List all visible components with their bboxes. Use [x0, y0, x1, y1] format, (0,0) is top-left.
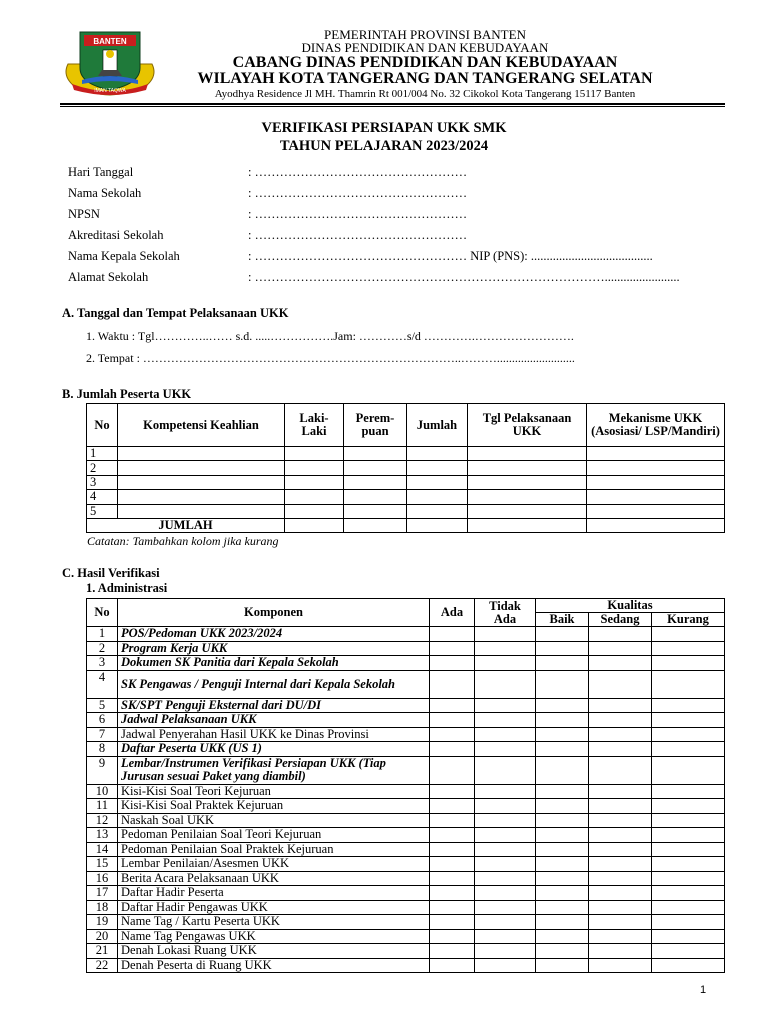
table-row[interactable]	[87, 641, 725, 656]
cell[interactable]	[344, 461, 407, 475]
komponen-cell: Kisi-Kisi Soal Praktek Kejuruan	[118, 799, 430, 814]
check-cell[interactable]	[475, 727, 536, 742]
table-row[interactable]	[87, 504, 725, 518]
header-line-3: CABANG DINAS PENDIDIKAN DAN KEBUDAYAAN	[232, 54, 618, 71]
cell[interactable]	[407, 447, 468, 461]
table-row[interactable]	[87, 842, 725, 857]
header-address: Ayodhya Residence Jl MH. Thamrin Rt 001/004 No. 32 Cikokol Kota Tangerang 15117 Banten	[214, 88, 636, 100]
check-cell[interactable]	[536, 670, 589, 698]
check-cell[interactable]	[589, 828, 652, 843]
check-cell[interactable]	[475, 641, 536, 656]
komponen-cell: POS/Pedoman UKK 2023/2024	[118, 627, 430, 642]
row-number: 2	[87, 461, 118, 475]
check-cell[interactable]	[475, 886, 536, 901]
komponen-cell: Program Kerja UKK	[118, 641, 430, 656]
row-number: 10	[87, 784, 118, 799]
check-cell[interactable]	[430, 670, 475, 698]
table-row[interactable]	[87, 871, 725, 886]
table-row[interactable]	[87, 656, 725, 671]
check-cell[interactable]	[652, 842, 725, 857]
table-row[interactable]	[87, 828, 725, 843]
cell[interactable]	[118, 461, 285, 475]
komponen-cell: Denah Lokasi Ruang UKK	[118, 944, 430, 959]
cell[interactable]	[118, 475, 285, 489]
cell[interactable]	[285, 475, 344, 489]
check-cell[interactable]	[430, 784, 475, 799]
section-a-heading: A. Tanggal dan Tempat Pelaksanaan UKK	[62, 306, 289, 320]
check-cell[interactable]	[536, 799, 589, 814]
check-cell[interactable]	[430, 929, 475, 944]
check-cell[interactable]	[475, 842, 536, 857]
cell[interactable]	[468, 447, 587, 461]
check-cell[interactable]	[475, 627, 536, 642]
cell[interactable]	[468, 475, 587, 489]
check-cell[interactable]	[475, 799, 536, 814]
check-cell[interactable]	[475, 929, 536, 944]
row-number: 7	[87, 727, 118, 742]
table-row[interactable]	[87, 475, 725, 489]
komponen-cell: Dokumen SK Panitia dari Kepala Sekolah	[118, 656, 430, 671]
check-cell[interactable]	[536, 944, 589, 959]
cell[interactable]	[407, 504, 468, 518]
check-cell[interactable]	[475, 958, 536, 973]
row-number: 17	[87, 886, 118, 901]
header-rule-thin	[60, 106, 725, 107]
total-label: JUMLAH	[87, 518, 285, 532]
row-number: 2	[87, 641, 118, 656]
cell[interactable]	[587, 490, 725, 504]
row-number: 21	[87, 944, 118, 959]
check-cell[interactable]	[589, 900, 652, 915]
check-cell[interactable]	[652, 929, 725, 944]
check-cell[interactable]	[475, 756, 536, 784]
col-tgl: Tgl Pelaksanaan UKK	[468, 404, 587, 447]
table-row[interactable]	[87, 627, 725, 642]
komponen-cell: Naskah Soal UKK	[118, 813, 430, 828]
check-cell[interactable]	[475, 656, 536, 671]
check-cell[interactable]	[536, 727, 589, 742]
row-number: 22	[87, 958, 118, 973]
check-cell[interactable]	[475, 713, 536, 728]
table-row[interactable]	[87, 784, 725, 799]
table-row[interactable]	[87, 799, 725, 814]
cell[interactable]	[344, 475, 407, 489]
col-perempuan: Perem-puan	[344, 404, 407, 447]
check-cell[interactable]	[652, 698, 725, 713]
check-cell[interactable]	[430, 627, 475, 642]
cell[interactable]	[468, 490, 587, 504]
administrasi-table	[86, 598, 725, 973]
check-cell[interactable]	[475, 900, 536, 915]
logo-text-top: BANTEN	[93, 37, 127, 46]
header-line-4: WILAYAH KOTA TANGERANG DAN TANGERANG SELATAN	[197, 70, 653, 87]
komponen-cell: Jadwal Penyerahan Hasil UKK ke Dinas Provinsi	[118, 727, 430, 742]
header-rule-thick	[60, 103, 725, 105]
check-cell[interactable]	[589, 727, 652, 742]
table-row[interactable]	[87, 958, 725, 973]
komponen-cell: Daftar Hadir Pengawas UKK	[118, 900, 430, 915]
check-cell[interactable]	[589, 886, 652, 901]
cell[interactable]	[285, 461, 344, 475]
check-cell[interactable]	[652, 915, 725, 930]
check-cell[interactable]	[589, 915, 652, 930]
cell[interactable]	[587, 447, 725, 461]
col-no: No	[87, 599, 118, 627]
cell[interactable]	[285, 447, 344, 461]
check-cell[interactable]	[536, 915, 589, 930]
check-cell[interactable]	[652, 857, 725, 872]
row-number: 20	[87, 929, 118, 944]
check-cell[interactable]	[652, 944, 725, 959]
komponen-cell: Pedoman Penilaian Soal Praktek Kejuruan	[118, 842, 430, 857]
check-cell[interactable]	[430, 842, 475, 857]
document-title: VERIFIKASI PERSIAPAN UKK SMK	[261, 120, 507, 136]
table-note: Catatan: Tambahkan kolom jika kurang	[87, 534, 279, 548]
row-number: 4	[87, 670, 118, 698]
check-cell[interactable]	[652, 900, 725, 915]
field-label: NPSN	[68, 207, 100, 221]
field-akreditasi[interactable]	[68, 228, 467, 243]
komponen-cell: SK Pengawas / Penguji Internal dari Kepala Sekolah	[118, 670, 430, 698]
table-row[interactable]	[87, 900, 725, 915]
col-baik: Baik	[536, 613, 589, 627]
check-cell[interactable]	[430, 756, 475, 784]
table-row[interactable]	[87, 944, 725, 959]
komponen-cell: Denah Peserta di Ruang UKK	[118, 958, 430, 973]
cell[interactable]	[285, 518, 344, 532]
table-row[interactable]	[87, 857, 725, 872]
cell[interactable]	[118, 490, 285, 504]
table-row[interactable]	[87, 447, 725, 461]
field-label: Nama Kepala Sekolah	[68, 249, 180, 263]
field-value[interactable]: : ……………………………………………	[248, 228, 468, 242]
check-cell[interactable]	[475, 915, 536, 930]
check-cell[interactable]	[589, 670, 652, 698]
check-cell[interactable]	[589, 871, 652, 886]
field-nama-sekolah[interactable]	[68, 186, 467, 201]
check-cell[interactable]	[536, 784, 589, 799]
table-row[interactable]	[87, 756, 725, 784]
check-cell[interactable]	[536, 900, 589, 915]
check-cell[interactable]	[652, 784, 725, 799]
check-cell[interactable]	[430, 915, 475, 930]
field-value[interactable]: : …………………………………………………………………………........................	[248, 270, 680, 284]
col-tidak-ada: Tidak Ada	[475, 599, 536, 627]
row-number: 1	[87, 447, 118, 461]
check-cell[interactable]	[589, 698, 652, 713]
field-alamat-sekolah[interactable]	[68, 270, 680, 285]
check-cell[interactable]	[475, 944, 536, 959]
table-row[interactable]	[87, 727, 725, 742]
col-komponen: Komponen	[118, 599, 430, 627]
check-cell[interactable]	[652, 756, 725, 784]
komponen-cell: Lembar Penilaian/Asesmen UKK	[118, 857, 430, 872]
check-cell[interactable]	[589, 958, 652, 973]
check-cell[interactable]	[475, 813, 536, 828]
check-cell[interactable]	[589, 842, 652, 857]
check-cell[interactable]	[536, 886, 589, 901]
cell[interactable]	[587, 461, 725, 475]
komponen-cell: Daftar Peserta UKK (US 1)	[118, 742, 430, 757]
row-number: 11	[87, 799, 118, 814]
field-hari-tanggal[interactable]	[68, 165, 467, 180]
row-number: 12	[87, 813, 118, 828]
check-cell[interactable]	[652, 627, 725, 642]
check-cell[interactable]	[536, 713, 589, 728]
check-cell[interactable]	[536, 641, 589, 656]
check-cell[interactable]	[536, 742, 589, 757]
check-cell[interactable]	[536, 627, 589, 642]
col-mekanisme: Mekanisme UKK (Asosiasi/ LSP/Mandiri)	[587, 404, 725, 447]
check-cell[interactable]	[652, 828, 725, 843]
check-cell[interactable]	[430, 742, 475, 757]
administrasi-rows	[87, 627, 725, 973]
check-cell[interactable]	[536, 929, 589, 944]
check-cell[interactable]	[589, 656, 652, 671]
table-row[interactable]	[87, 698, 725, 713]
check-cell[interactable]	[652, 871, 725, 886]
check-cell[interactable]	[652, 813, 725, 828]
cell[interactable]	[468, 518, 587, 532]
check-cell[interactable]	[430, 698, 475, 713]
table-row[interactable]	[87, 929, 725, 944]
check-cell[interactable]	[589, 627, 652, 642]
check-cell[interactable]	[536, 813, 589, 828]
check-cell[interactable]	[475, 871, 536, 886]
table-row[interactable]	[87, 713, 725, 728]
field-value[interactable]: : ……………………………………………	[248, 165, 468, 179]
check-cell[interactable]	[430, 886, 475, 901]
check-cell[interactable]	[589, 756, 652, 784]
cell[interactable]	[344, 447, 407, 461]
table-row[interactable]	[87, 461, 725, 475]
field-value[interactable]: : …………………………………………… NIP (PNS): .......................................	[248, 249, 653, 263]
header-line-2: DINAS PENDIDIKAN DAN KEBUDAYAAN	[301, 40, 549, 55]
check-cell[interactable]	[536, 828, 589, 843]
document-subtitle: TAHUN PELAJARAN 2023/2024	[279, 138, 489, 154]
section-c-subheading: 1. Administrasi	[86, 581, 168, 595]
check-cell[interactable]	[475, 698, 536, 713]
cell[interactable]	[468, 504, 587, 518]
komponen-cell: Name Tag Pengawas UKK	[118, 929, 430, 944]
field-kepala-sekolah[interactable]	[68, 249, 653, 264]
section-b-heading: B. Jumlah Peserta UKK	[62, 387, 192, 401]
col-kurang: Kurang	[652, 613, 725, 627]
komponen-cell: Kisi-Kisi Soal Teori Kejuruan	[118, 784, 430, 799]
check-cell[interactable]	[536, 842, 589, 857]
col-jumlah: Jumlah	[407, 404, 468, 447]
table-total-row[interactable]	[87, 518, 725, 532]
field-label: Akreditasi Sekolah	[68, 228, 164, 242]
komponen-cell: Pedoman Penilaian Soal Teori Kejuruan	[118, 828, 430, 843]
check-cell[interactable]	[589, 713, 652, 728]
field-label: Nama Sekolah	[68, 186, 142, 200]
table-header-row	[87, 599, 725, 613]
cell[interactable]	[407, 475, 468, 489]
check-cell[interactable]	[536, 857, 589, 872]
table-row[interactable]	[87, 915, 725, 930]
check-cell[interactable]	[475, 784, 536, 799]
check-cell[interactable]	[430, 958, 475, 973]
check-cell[interactable]	[430, 713, 475, 728]
row-number: 5	[87, 504, 118, 518]
row-number: 5	[87, 698, 118, 713]
check-cell[interactable]	[536, 756, 589, 784]
row-number: 4	[87, 490, 118, 504]
cell[interactable]	[407, 461, 468, 475]
check-cell[interactable]	[589, 784, 652, 799]
section-a-waktu[interactable]: 1. Waktu : Tgl…………..…… s.d. .....…………….Jam: …………s/d ………….…………………….	[86, 329, 574, 343]
field-label: Alamat Sekolah	[68, 270, 149, 284]
check-cell[interactable]	[652, 656, 725, 671]
row-number: 13	[87, 828, 118, 843]
komponen-cell: Berita Acara Pelaksanaan UKK	[118, 871, 430, 886]
col-ada: Ada	[430, 599, 475, 627]
table-row[interactable]	[87, 813, 725, 828]
check-cell[interactable]	[536, 871, 589, 886]
komponen-cell: SK/SPT Penguji Eksternal dari DU/DI	[118, 698, 430, 713]
check-cell[interactable]	[430, 813, 475, 828]
row-number: 9	[87, 756, 118, 784]
check-cell[interactable]	[652, 641, 725, 656]
header-line-1: PEMERINTAH PROVINSI BANTEN	[324, 27, 526, 42]
col-no: No	[87, 404, 118, 447]
cell[interactable]	[468, 461, 587, 475]
table-row[interactable]	[87, 670, 725, 698]
check-cell[interactable]	[536, 698, 589, 713]
check-cell[interactable]	[475, 857, 536, 872]
row-number: 15	[87, 857, 118, 872]
col-laki: Laki-Laki	[285, 404, 344, 447]
cell[interactable]	[587, 475, 725, 489]
banten-emblem-logo	[60, 24, 160, 98]
field-value[interactable]: : ……………………………………………	[248, 186, 468, 200]
check-cell[interactable]	[475, 742, 536, 757]
table-row[interactable]	[87, 742, 725, 757]
check-cell[interactable]	[430, 799, 475, 814]
section-c-heading: C. Hasil Verifikasi	[62, 566, 160, 580]
page-number: 1	[700, 984, 707, 996]
check-cell[interactable]	[430, 828, 475, 843]
row-number: 1	[87, 627, 118, 642]
row-number: 14	[87, 842, 118, 857]
check-cell[interactable]	[589, 813, 652, 828]
field-label: Hari Tanggal	[68, 165, 134, 179]
check-cell[interactable]	[652, 958, 725, 973]
col-kualitas: Kualitas	[536, 599, 725, 613]
check-cell[interactable]	[652, 713, 725, 728]
check-cell[interactable]	[430, 857, 475, 872]
check-cell[interactable]	[430, 641, 475, 656]
check-cell[interactable]	[652, 727, 725, 742]
section-a-tempat[interactable]: 2. Tempat : ……………………………………………………………………..………..........................	[86, 351, 575, 365]
row-number: 18	[87, 900, 118, 915]
cell[interactable]	[344, 490, 407, 504]
komponen-cell: Name Tag / Kartu Peserta UKK	[118, 915, 430, 930]
check-cell[interactable]	[652, 670, 725, 698]
check-cell[interactable]	[536, 958, 589, 973]
check-cell[interactable]	[475, 670, 536, 698]
check-cell[interactable]	[430, 656, 475, 671]
check-cell[interactable]	[536, 656, 589, 671]
check-cell[interactable]	[652, 742, 725, 757]
cell[interactable]	[407, 490, 468, 504]
cell[interactable]	[587, 518, 725, 532]
row-number: 19	[87, 915, 118, 930]
row-number: 3	[87, 656, 118, 671]
check-cell[interactable]	[589, 857, 652, 872]
cell[interactable]	[118, 447, 285, 461]
field-value[interactable]: : ……………………………………………	[248, 207, 468, 221]
field-npsn[interactable]	[68, 207, 467, 222]
komponen-cell: Daftar Hadir Peserta	[118, 886, 430, 901]
cell[interactable]	[407, 518, 468, 532]
row-number: 8	[87, 742, 118, 757]
check-cell[interactable]	[652, 799, 725, 814]
row-number: 6	[87, 713, 118, 728]
check-cell[interactable]	[475, 828, 536, 843]
check-cell[interactable]	[589, 641, 652, 656]
table-row[interactable]	[87, 886, 725, 901]
cell[interactable]	[344, 518, 407, 532]
table-row[interactable]	[87, 490, 725, 504]
check-cell[interactable]	[589, 944, 652, 959]
logo-text-bottom: IMAN TAQWA	[94, 88, 126, 94]
check-cell[interactable]	[589, 742, 652, 757]
komponen-cell: Jadwal Pelaksanaan UKK	[118, 713, 430, 728]
cell[interactable]	[587, 504, 725, 518]
col-sedang: Sedang	[589, 613, 652, 627]
check-cell[interactable]	[430, 900, 475, 915]
cell[interactable]	[285, 490, 344, 504]
check-cell[interactable]	[430, 944, 475, 959]
cell[interactable]	[285, 504, 344, 518]
row-number: 16	[87, 871, 118, 886]
check-cell[interactable]	[652, 886, 725, 901]
col-kompetensi: Kompetensi Keahlian	[118, 404, 285, 447]
komponen-cell: Lembar/Instrumen Verifikasi Persiapan UKK (Tiap Jurusan sesuai Paket yang diambil)	[118, 756, 430, 784]
check-cell[interactable]	[430, 871, 475, 886]
cell[interactable]	[118, 504, 285, 518]
check-cell[interactable]	[589, 799, 652, 814]
peserta-table	[86, 403, 725, 533]
check-cell[interactable]	[430, 727, 475, 742]
table-header-row	[87, 404, 725, 447]
row-number: 3	[87, 475, 118, 489]
cell[interactable]	[344, 504, 407, 518]
check-cell[interactable]	[589, 929, 652, 944]
